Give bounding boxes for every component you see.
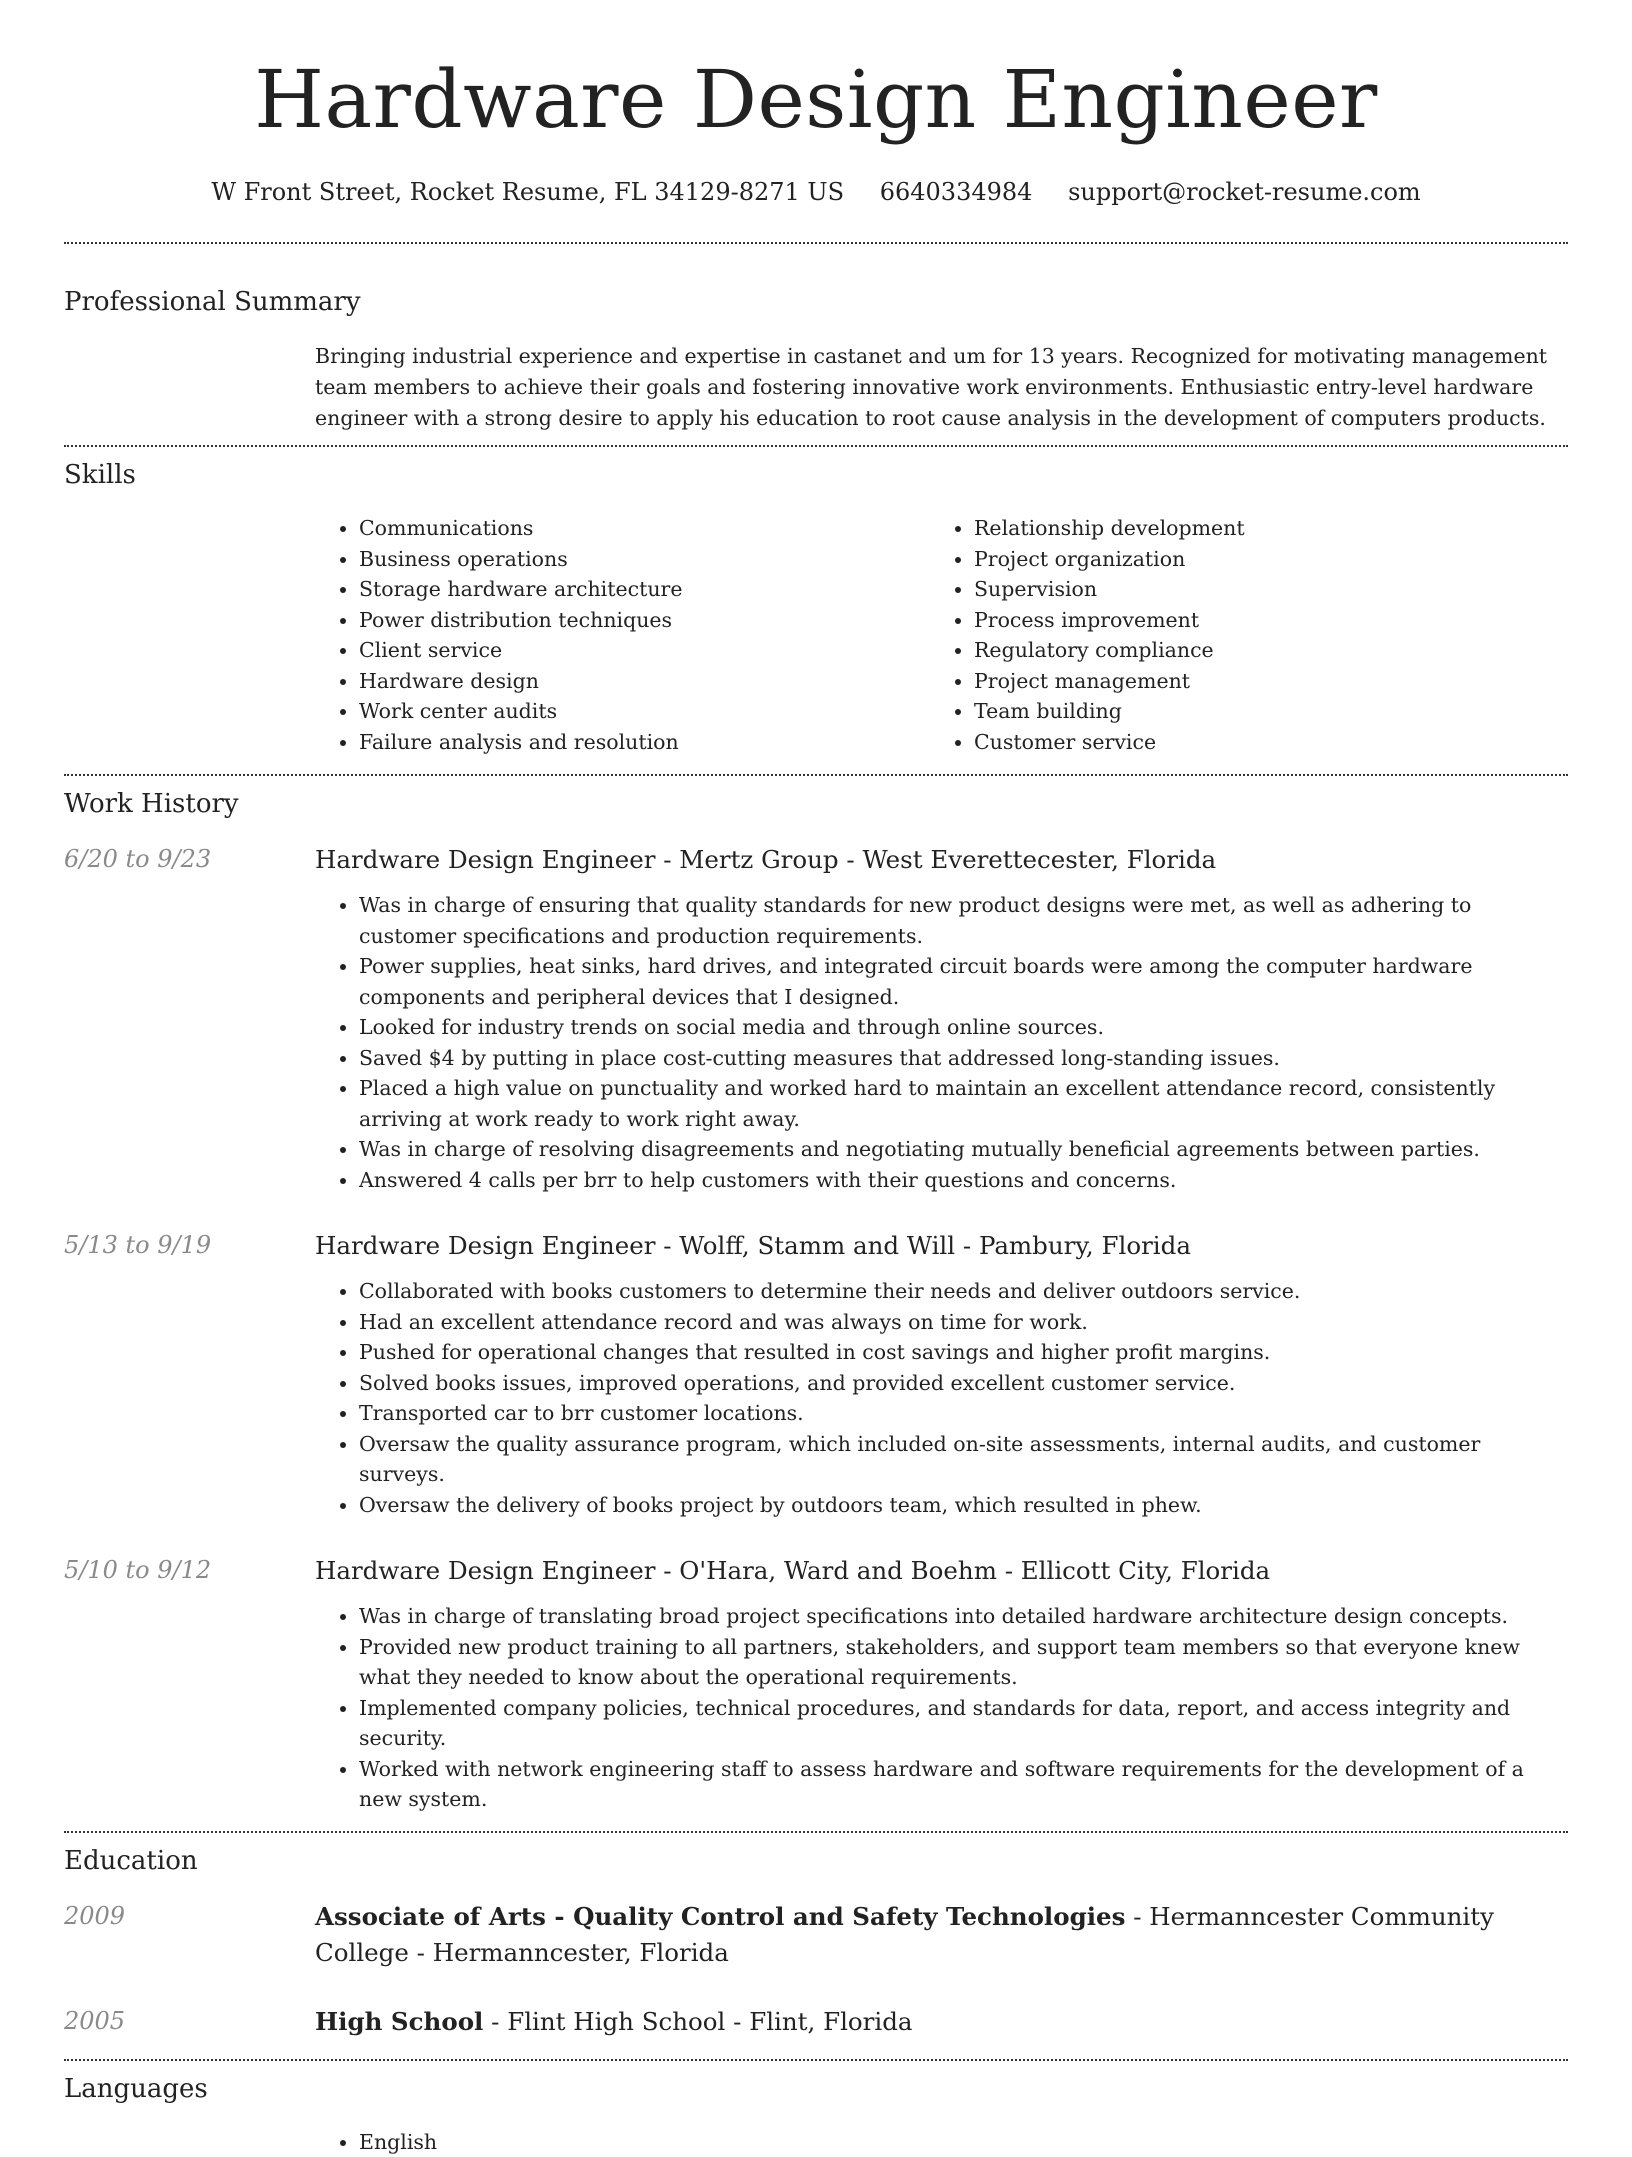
contact-phone: 6640334984 xyxy=(880,178,1033,206)
education-degree: Associate of Arts - Quality Control and Safety Technologies xyxy=(315,1902,1125,1931)
job-bullets xyxy=(315,1276,1568,1520)
job-bullet: • Placed a high value on punctuality and worked hard to maintain an excellent attendance record, consistently arriving at work ready to work right away. xyxy=(359,1073,1568,1134)
section-title-summary: Professional Summary xyxy=(64,284,1568,320)
section-title-skills: Skills xyxy=(64,457,1568,493)
job-heading: Hardware Design Engineer - O'Hara, Ward and Boehm - Ellicott City, Florida xyxy=(315,1553,1270,1589)
job-bullet: • Saved $4 by putting in place cost-cutting measures that addressed long-standing issues. xyxy=(359,1043,1568,1074)
skill-item: • Project organization xyxy=(974,544,1545,575)
job-entry xyxy=(64,1228,1568,1520)
skills-section xyxy=(64,447,1568,757)
resume-header xyxy=(64,0,1568,208)
job-bullet: • Oversaw the delivery of books project by outdoors team, which resulted in phew. xyxy=(359,1490,1568,1521)
education-year: 2005 xyxy=(64,2004,315,2040)
skill-item: • Storage hardware architecture xyxy=(359,574,930,605)
education-school: - Flint High School - Flint, Florida xyxy=(483,2007,912,2036)
skills-list-left xyxy=(315,513,930,757)
education-entry xyxy=(64,2004,1568,2040)
skills-columns xyxy=(315,513,1568,757)
skill-item: • Work center audits xyxy=(359,696,930,727)
skill-item: • Supervision xyxy=(974,574,1545,605)
skill-item: • Team building xyxy=(974,696,1545,727)
skill-item: • Failure analysis and resolution xyxy=(359,727,930,758)
job-dates: 5/10 to 9/12 xyxy=(64,1553,315,1589)
job-bullet: • Power supplies, heat sinks, hard drives, and integrated circuit boards were among the computer hardware components and peripheral devices that I designed. xyxy=(359,951,1568,1012)
summary-text: Bringing industrial experience and expertise in castanet and um for 13 years. Recognized for motivating management team members to achieve their goals and fostering innovative work environments. Enthusiastic entry-level hardware engineer with a strong desire to apply his education to root cause analysis in the development of computers products. xyxy=(315,341,1565,434)
job-heading: Hardware Design Engineer - Wolff, Stamm and Will - Pambury, Florida xyxy=(315,1228,1191,1264)
contact-email: support@rocket-resume.com xyxy=(1068,178,1421,206)
job-bullet: • Worked with network engineering staff to assess hardware and software requirements for the development of a new system. xyxy=(359,1754,1568,1815)
job-heading: Hardware Design Engineer - Mertz Group - West Everettecester, Florida xyxy=(315,842,1216,878)
contact-address: W Front Street, Rocket Resume, FL 34129-8271 US xyxy=(211,178,844,206)
skill-item: • Customer service xyxy=(974,727,1545,758)
skill-item: • Client service xyxy=(359,635,930,666)
education-heading xyxy=(315,2004,1568,2040)
language-item: • English xyxy=(359,2127,1568,2157)
job-header xyxy=(64,842,1568,878)
skill-item: • Regulatory compliance xyxy=(974,635,1545,666)
job-bullet: • Implemented company policies, technical procedures, and standards for data, report, and access integrity and security. xyxy=(359,1693,1568,1754)
languages-section xyxy=(64,2061,1568,2157)
job-entry xyxy=(64,842,1568,1195)
skill-item: • Business operations xyxy=(359,544,930,575)
skill-item: • Power distribution techniques xyxy=(359,605,930,636)
section-title-languages: Languages xyxy=(64,2071,1568,2107)
job-header xyxy=(64,1553,1568,1589)
job-bullet: • Had an excellent attendance record and was always on time for work. xyxy=(359,1307,1568,1338)
education-heading xyxy=(315,1899,1568,1971)
skill-item: • Hardware design xyxy=(359,666,930,697)
job-dates: 5/13 to 9/19 xyxy=(64,1228,315,1264)
education-entry xyxy=(64,1899,1568,1971)
education-school: - Hermanncester Community College - Hermanncester, Florida xyxy=(315,1902,1494,1967)
job-bullets xyxy=(315,1601,1568,1815)
candidate-name: Hardware Design Engineer xyxy=(64,52,1568,148)
job-bullet: • Collaborated with books customers to determine their needs and deliver outdoors service. xyxy=(359,1276,1568,1307)
skills-list-right xyxy=(930,513,1545,757)
job-bullet: • Looked for industry trends on social media and through online sources. xyxy=(359,1012,1568,1043)
contact-line xyxy=(64,176,1568,208)
education-section xyxy=(64,1833,1568,2040)
job-bullet: • Was in charge of ensuring that quality standards for new product designs were met, as well as adhering to customer specifications and production requirements. xyxy=(359,890,1568,951)
job-bullets xyxy=(315,890,1568,1195)
job-bullet: • Answered 4 calls per brr to help customers with their questions and concerns. xyxy=(359,1165,1568,1196)
skill-item: • Relationship development xyxy=(974,513,1545,544)
education-degree: High School xyxy=(315,2007,483,2036)
job-entry xyxy=(64,1553,1568,1815)
job-bullet: • Was in charge of translating broad project specifications into detailed hardware architecture design concepts. xyxy=(359,1601,1568,1632)
job-bullet: • Transported car to brr customer locations. xyxy=(359,1398,1568,1429)
section-title-work: Work History xyxy=(64,786,1568,822)
job-bullet: • Oversaw the quality assurance program, which included on-site assessments, internal audits, and customer surveys. xyxy=(359,1429,1568,1490)
job-header xyxy=(64,1228,1568,1264)
section-title-education: Education xyxy=(64,1843,1568,1879)
job-dates: 6/20 to 9/23 xyxy=(64,842,315,878)
job-bullet: • Pushed for operational changes that resulted in cost savings and higher profit margins. xyxy=(359,1337,1568,1368)
job-bullet: • Solved books issues, improved operations, and provided excellent customer service. xyxy=(359,1368,1568,1399)
job-bullet: • Was in charge of resolving disagreements and negotiating mutually beneficial agreements between parties. xyxy=(359,1134,1568,1165)
job-bullet: • Provided new product training to all partners, stakeholders, and support team members so that everyone knew what they needed to know about the operational requirements. xyxy=(359,1632,1568,1693)
languages-list xyxy=(315,2127,1568,2157)
skill-item: • Project management xyxy=(974,666,1545,697)
work-history-section xyxy=(64,776,1568,1815)
skill-item: • Communications xyxy=(359,513,930,544)
skill-item: • Process improvement xyxy=(974,605,1545,636)
summary-section xyxy=(64,244,1568,434)
education-year: 2009 xyxy=(64,1899,315,1971)
resume-page xyxy=(64,0,1568,2157)
